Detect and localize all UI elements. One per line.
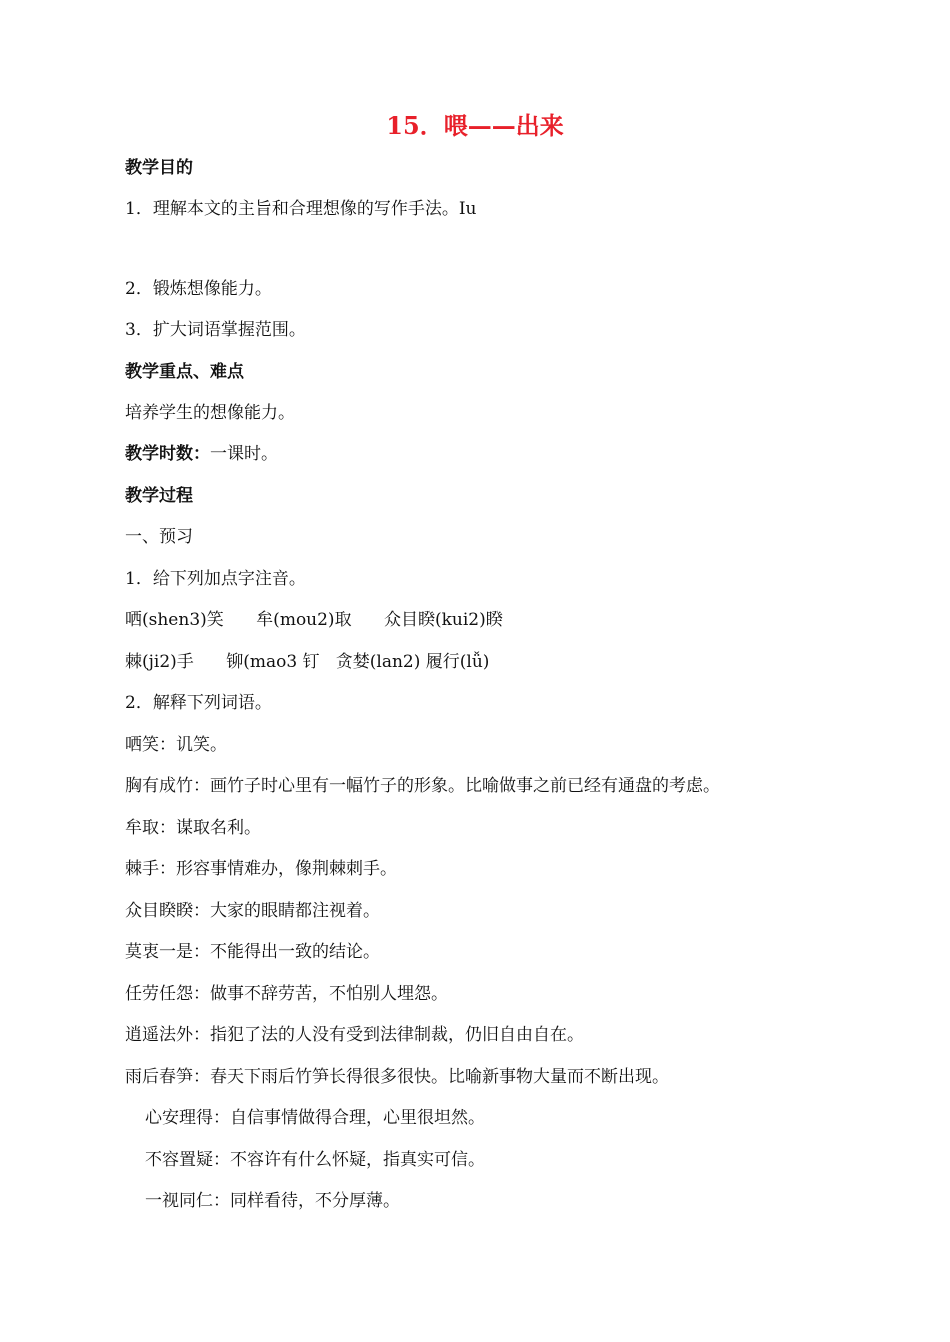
objective-item: 1．理解本文的主旨和合理想像的写作手法。Iu	[125, 199, 477, 219]
definition-item: 棘手：形容事情难办，像荆棘刺手。	[125, 859, 397, 879]
definition-item-indented: 一视同仁：同样看待，不分厚薄。	[145, 1191, 400, 1211]
definition-item-indented: 不容置疑：不容许有什么怀疑，指真实可信。	[145, 1150, 485, 1170]
phonetic-instruction: 1．给下列加点字注音。	[125, 569, 306, 589]
objectives-heading: 教学目的	[125, 158, 193, 178]
process-part: 一、预习	[125, 527, 193, 547]
definition-item: 逍遥法外：指犯了法的人没有受到法律制裁，仍旧自由自在。	[125, 1025, 584, 1045]
teaching-hours-value: 一课时。	[210, 444, 278, 464]
definition-item-indented: 心安理得：自信事情做得合理，心里很坦然。	[145, 1108, 485, 1128]
definition-item: 牟取：谋取名利。	[125, 818, 261, 838]
definition-item: 胸有成竹：画竹子时心里有一幅竹子的形象。比喻做事之前已经有通盘的考虑。	[125, 776, 720, 796]
definition-item: 哂笑：讥笑。	[125, 735, 227, 755]
definition-item: 任劳任怨：做事不辞劳苦，不怕别人埋怨。	[125, 984, 448, 1004]
definition-item: 莫衷一是：不能得出一致的结论。	[125, 942, 380, 962]
phonetic-row: 棘(ji2)手 铆(mao3 钉 贪婪(lan2) 履行(lǚ)	[125, 652, 490, 672]
keypoints-text: 培养学生的想像能力。	[125, 403, 295, 423]
definition-item: 众目睽睽：大家的眼睛都注视着。	[125, 901, 380, 921]
objective-item: 2．锻炼想像能力。	[125, 279, 272, 299]
phonetic-row: 哂(shen3)笑 牟(mou2)取 众目睽(kui2)睽	[125, 610, 503, 630]
process-heading: 教学过程	[125, 486, 193, 506]
teaching-hours	[125, 442, 278, 466]
objective-item: 3．扩大词语掌握范围。	[125, 320, 306, 340]
document-title: 15．喂——出来	[386, 111, 564, 140]
keypoints-heading: 教学重点、难点	[125, 362, 244, 382]
definition-item: 雨后春笋：春天下雨后竹笋长得很多很快。比喻新事物大量而不断出现。	[125, 1067, 669, 1087]
teaching-hours-label: 教学时数：	[125, 444, 210, 464]
definitions-instruction: 2．解释下列词语。	[125, 693, 272, 713]
